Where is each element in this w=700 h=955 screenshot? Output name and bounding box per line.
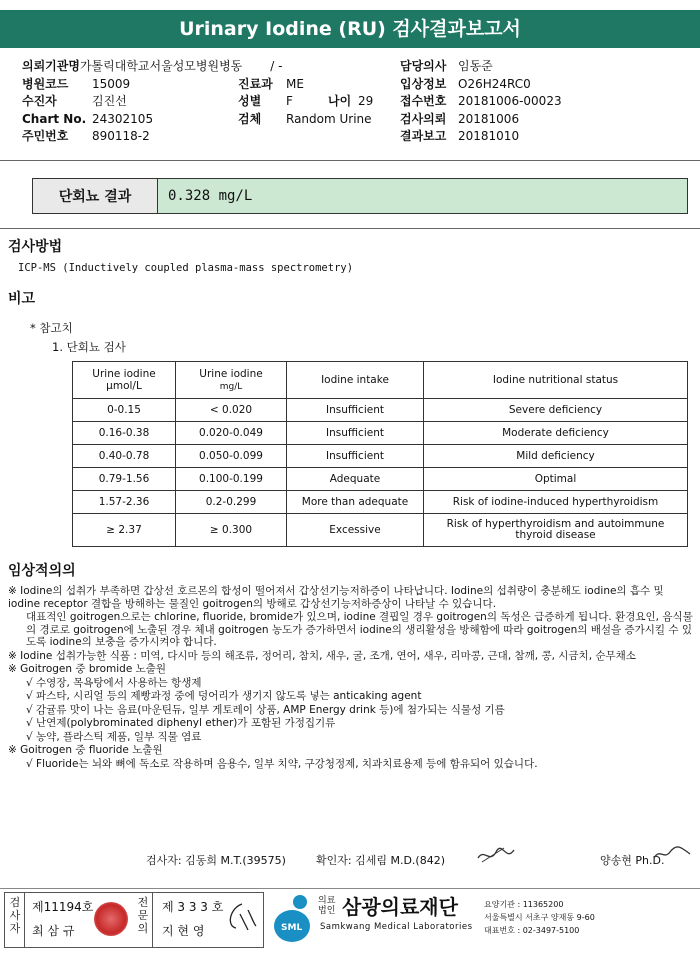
table-cell: ≥ 0.300 [176, 514, 287, 547]
info-value: F [286, 94, 293, 108]
info-label: 담당의사 [400, 59, 447, 73]
info-label: 진료과 [238, 76, 273, 91]
info-label: 접수번호 [400, 94, 447, 108]
table-row [73, 445, 688, 468]
info-value: 가톨릭대학교서울성모병원병동 [79, 59, 243, 73]
info-value: 24302105 [92, 111, 154, 126]
ward-value: / - [270, 59, 283, 73]
table-cell: Moderate deficiency [424, 422, 688, 445]
org-address: 서울특별시 서초구 양재동 9-60 [484, 913, 595, 922]
clinical-bullet: √ 난연제(polybrominated diphenyl ether)가 포함된 가정집기류 [26, 717, 336, 729]
signature-scribble-2 [650, 842, 694, 864]
reference-table [72, 361, 688, 547]
clinical-bullet: √ 파스타, 시리얼 등의 제빵과정 중에 덩어리가 생기지 않도록 넣는 anticaking agent [26, 690, 422, 702]
clinical-paragraph: ※ Goitrogen 중 fluoride 노출원 [8, 744, 163, 756]
clinical-bullet: √ 감귤류 맛이 나는 음료(마운틴듀, 일부 게토레이 상품, AMP Energy drink 등)에 첨가되는 식물성 기름 [26, 703, 505, 716]
license-number: 제11194호 [32, 900, 94, 914]
info-label: 성별 [238, 94, 262, 108]
table-cell: Excessive [287, 514, 424, 547]
signer-name: 지 현 영 [162, 924, 205, 938]
table-cell: Insufficient [287, 445, 424, 468]
clinical-section [8, 585, 696, 771]
divider [152, 892, 153, 948]
table-cell: Risk of hyperthyroidism and autoimmune thyroid disease [424, 514, 688, 547]
header-line: Urine iodine [92, 368, 156, 380]
org-name: 삼광의료재단 [342, 895, 458, 919]
info-value: ME [286, 76, 304, 91]
doctor-signature: 양송현 Ph.D. [600, 854, 665, 867]
table-cell: < 0.020 [176, 399, 287, 422]
divider [24, 892, 25, 948]
info-label: Chart No. [22, 111, 87, 126]
table-header: Iodine nutritional status [424, 362, 688, 399]
seal-stamp [94, 902, 128, 936]
table-cell: 0.2-0.299 [176, 491, 287, 514]
result-value: 0.328 mg/L [158, 179, 687, 213]
clinical-paragraph: ※ Iodine의 섭취가 부족하면 갑상선 호르몬의 합성이 떨어져서 갑상선기능저하증이 나타납니다. Iodine의 섭취량이 충분해도 iodine의 흡수 및 iodine receptor 결합을 방해하는 물질인 goitrogen의 방해로 갑상선기능저하증상이 나타날 수 있습니다. [8, 585, 664, 610]
table-cell: 0.40-0.78 [73, 445, 176, 468]
vertical-label: 전문의 [137, 896, 149, 935]
clinical-paragraph: ※ Iodine 섭취가능한 식품 : 미역, 다시마 등의 해조류, 정어리, 참치, 새우, 굴, 조개, 연어, 새우, 리마콩, 근대, 참깨, 콩, 시금치, 순무채소 [8, 649, 636, 662]
info-label: 주민번호 [22, 129, 69, 143]
info-value: 890118-2 [92, 129, 150, 143]
table-cell: ≥ 2.37 [73, 514, 176, 547]
result-box [32, 178, 688, 214]
method-title: 검사방법 [8, 239, 63, 255]
method-text: ICP-MS (Inductively coupled plasma-mass spectrometry) [18, 262, 354, 274]
clinical-paragraph: ※ Goitrogen 중 bromide 노출원 [8, 663, 167, 675]
table-row [73, 399, 688, 422]
org-phone: 대표번호 : 02-3497-5100 [484, 926, 580, 935]
info-value: 15009 [92, 76, 131, 91]
header-line: μmol/L [106, 380, 142, 392]
info-value: 29 [358, 94, 374, 108]
table-cell: 0.100-0.199 [176, 468, 287, 491]
vertical-label: 검사자 [9, 896, 21, 935]
divider [0, 228, 700, 229]
table-row [73, 468, 688, 491]
clinical-bullet: √ 농약, 플라스틱 제품, 일부 직물 염료 [26, 730, 202, 743]
confirmer-signature: 확인자: 김세림 M.D.(842) [316, 854, 445, 867]
info-label: 수진자 [22, 94, 57, 108]
remarks-title: 비고 [8, 291, 36, 307]
table-cell: Risk of iodine-induced hyperthyroidism [424, 491, 688, 514]
table-row [73, 491, 688, 514]
info-label: 검체 [238, 111, 262, 126]
info-label: 입상정보 [400, 76, 447, 91]
table-cell: 0.020-0.049 [176, 422, 287, 445]
reference-title: * 참고치 [30, 321, 73, 335]
table-cell: More than adequate [287, 491, 424, 514]
clinical-title: 임상적의의 [8, 563, 76, 579]
info-value: 20181006-00023 [458, 94, 562, 108]
signer-name: 최 삼 규 [32, 924, 75, 938]
table-header: Iodine intake [287, 362, 424, 399]
table-cell: Insufficient [287, 399, 424, 422]
table-cell: 0-0.15 [73, 399, 176, 422]
header-line: Urine iodine [199, 367, 263, 380]
report-title: Urinary Iodine (RU) 검사결과보고서 [0, 10, 700, 48]
info-value: 임동준 [458, 59, 493, 73]
info-value: 20181010 [458, 129, 520, 143]
table-header-row [73, 362, 688, 399]
clinical-bullet: √ 수영장, 목욕탕에서 사용하는 항생제 [26, 676, 202, 689]
info-label: 결과보고 [400, 129, 447, 143]
info-value: Random Urine [286, 111, 372, 126]
clinical-bullet: √ Fluoride는 뇌와 뼈에 독소로 작용하며 음용수, 일부 치약, 구강청정제, 치과치료용제 등에 함유되어 있습니다. [26, 757, 538, 770]
table-cell: 1.57-2.36 [73, 491, 176, 514]
info-label: 검사의뢰 [400, 111, 447, 126]
info-column-2 [238, 76, 388, 129]
table-cell: Optimal [424, 468, 688, 491]
info-column-3 [400, 58, 690, 146]
facility-number: 요양기관 : 11365200 [484, 900, 564, 909]
info-label: 나이 [328, 94, 352, 108]
clinical-paragraph: 대표적인 goitrogen으로는 chlorine, fluoride, bromide가 있으며, iodine 결핍일 경우 goitrogen의 독성은 급증하게 됩니다. 환경요인, 음식물의 경로로 goitrogen에 노출된 경우 체내 goitrogen 농도가 증가하면서 iodine의 생리활성을 방해함에 따라 goitrogen의 배설을 증가시킬 수 있도록 iodine의 보충을 증가시켜야 합니다. [26, 611, 693, 648]
header-line: mg/L [219, 381, 243, 392]
info-value: O26H24RC0 [458, 76, 531, 91]
org-contact [484, 898, 595, 937]
info-value: 김진선 [92, 94, 127, 108]
table-cell: Insufficient [287, 422, 424, 445]
tester-signature: 검사자: 김동희 M.T.(39575) [146, 854, 286, 867]
table-cell: 0.050-0.099 [176, 445, 287, 468]
signature-scribble-3 [222, 900, 258, 934]
signature-scribble-1 [474, 844, 520, 866]
org-english-name: Samkwang Medical Laboratories [320, 922, 473, 932]
table-cell: Severe deficiency [424, 399, 688, 422]
info-label: 병원코드 [22, 76, 69, 91]
info-label: 의뢰기관명 [22, 59, 80, 73]
org-prefix: 의료법인 [318, 896, 336, 916]
table-header [176, 362, 287, 399]
table-row [73, 514, 688, 547]
logo-text: SML [281, 923, 303, 933]
table-cell: 0.79-1.56 [73, 468, 176, 491]
reference-subtitle: 1. 단회뇨 검사 [52, 340, 126, 354]
table-cell: 0.16-0.38 [73, 422, 176, 445]
sml-logo-icon [270, 892, 314, 946]
table-header [73, 362, 176, 399]
divider [0, 160, 700, 161]
license-number: 제 3 3 3 호 [162, 900, 224, 914]
table-row [73, 422, 688, 445]
info-value: 20181006 [458, 111, 520, 126]
table-cell: Mild deficiency [424, 445, 688, 468]
table-cell: Adequate [287, 468, 424, 491]
result-label: 단회뇨 결과 [33, 179, 158, 213]
